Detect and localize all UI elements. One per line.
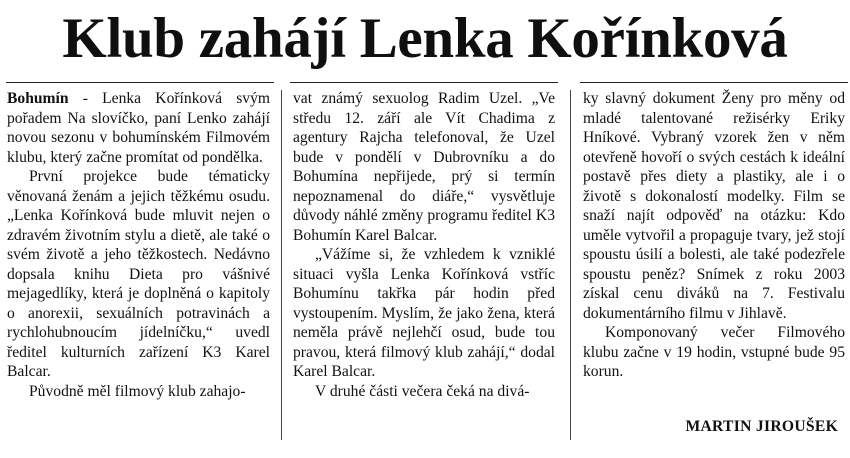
column-top-rule <box>6 82 274 83</box>
byline: MARTIN JIROUŠEK <box>685 418 838 435</box>
paragraph: V druhé části večera čeká na divá- <box>315 382 530 400</box>
column-top-rule <box>290 82 558 83</box>
paragraph: Komponovaný večer Filmového klubu začne v 19 hodin, vstupné bude 95 korun. <box>583 324 845 380</box>
dateline: Bohumín <box>7 90 69 107</box>
article-column-2 <box>293 89 555 401</box>
paragraph: První projekce bude tématicky věnovaná ženám a jejich těžkému osudu. „Lenka Kořínková bude mluvit nejen o zdravém životním stylu a dietě, ale také o svém životě a jeho těžkostech. Nedávno dopsala knihu Dieta pro vášnivé mejagedlíky, která je doplněná o kapitoly o anorexii, sexuálních potravinách a rychlohubnoucím jídelníčku,“ uvedl ředitel kulturních zařízení K3 Karel Balcar. <box>7 168 270 380</box>
article-column-1 <box>7 89 270 401</box>
column-top-rule <box>580 82 848 83</box>
paragraph: vat známý sexuolog Radim Uzel. „Ve středu 12. září ale Vít Chadima z agentury Rajcha telefonoval, že Uzel bude v pondělí v Dubrovníku a do Bohumína nepřijede, prý si termín nepoznamenal do diáře,“ vysvětluje důvody náhlé změny programu ředitel K3 Bohumín Karel Balcar. <box>293 90 555 244</box>
paragraph <box>7 89 270 167</box>
paragraph: ky slavný dokument Ženy pro měny od mladé talentované režisérky Eriky Hníkové. Vybraný vzorek žen v něm otevřeně hovoří o svých cestách k ideální postavě přes diety a plastiky, ale i o životě s dokonalostí modelky. Film se snaží najít odpověď na otázku: Kdo uměle vytvořil a propaguje tvary, jež stojí spoustu úsilí a bolesti, ale také podezřele spoustu peněz? Snímek z roku 2003 získal cenu diváků na 7. Festivalu dokumentárního filmu v Jihlavě. <box>583 90 845 322</box>
paragraph-text: - Lenka Kořínková svým pořadem Na slovíčko, paní Lenko zahájí novou sezonu v bohumínském Filmovém klubu, který začne promítat od pondělka. <box>7 90 270 166</box>
article-column-3 <box>583 89 845 382</box>
paragraph: Původně měl filmový klub zahajo- <box>29 382 246 400</box>
column-divider <box>281 90 282 440</box>
paragraph: „Vážíme si, že vzhledem k vzniklé situaci vyšla Lenka Kořínková vstříc Bohumínu takřka pár hodin před vystoupením. Myslím, že jako žena, která neměla právě nejlehčí osud, bude tou pravou, která filmový klub zahájí,“ dodal Karel Balcar. <box>293 246 555 380</box>
headline: Klub zahájí Lenka Kořínková <box>62 7 788 70</box>
column-divider <box>570 90 571 440</box>
